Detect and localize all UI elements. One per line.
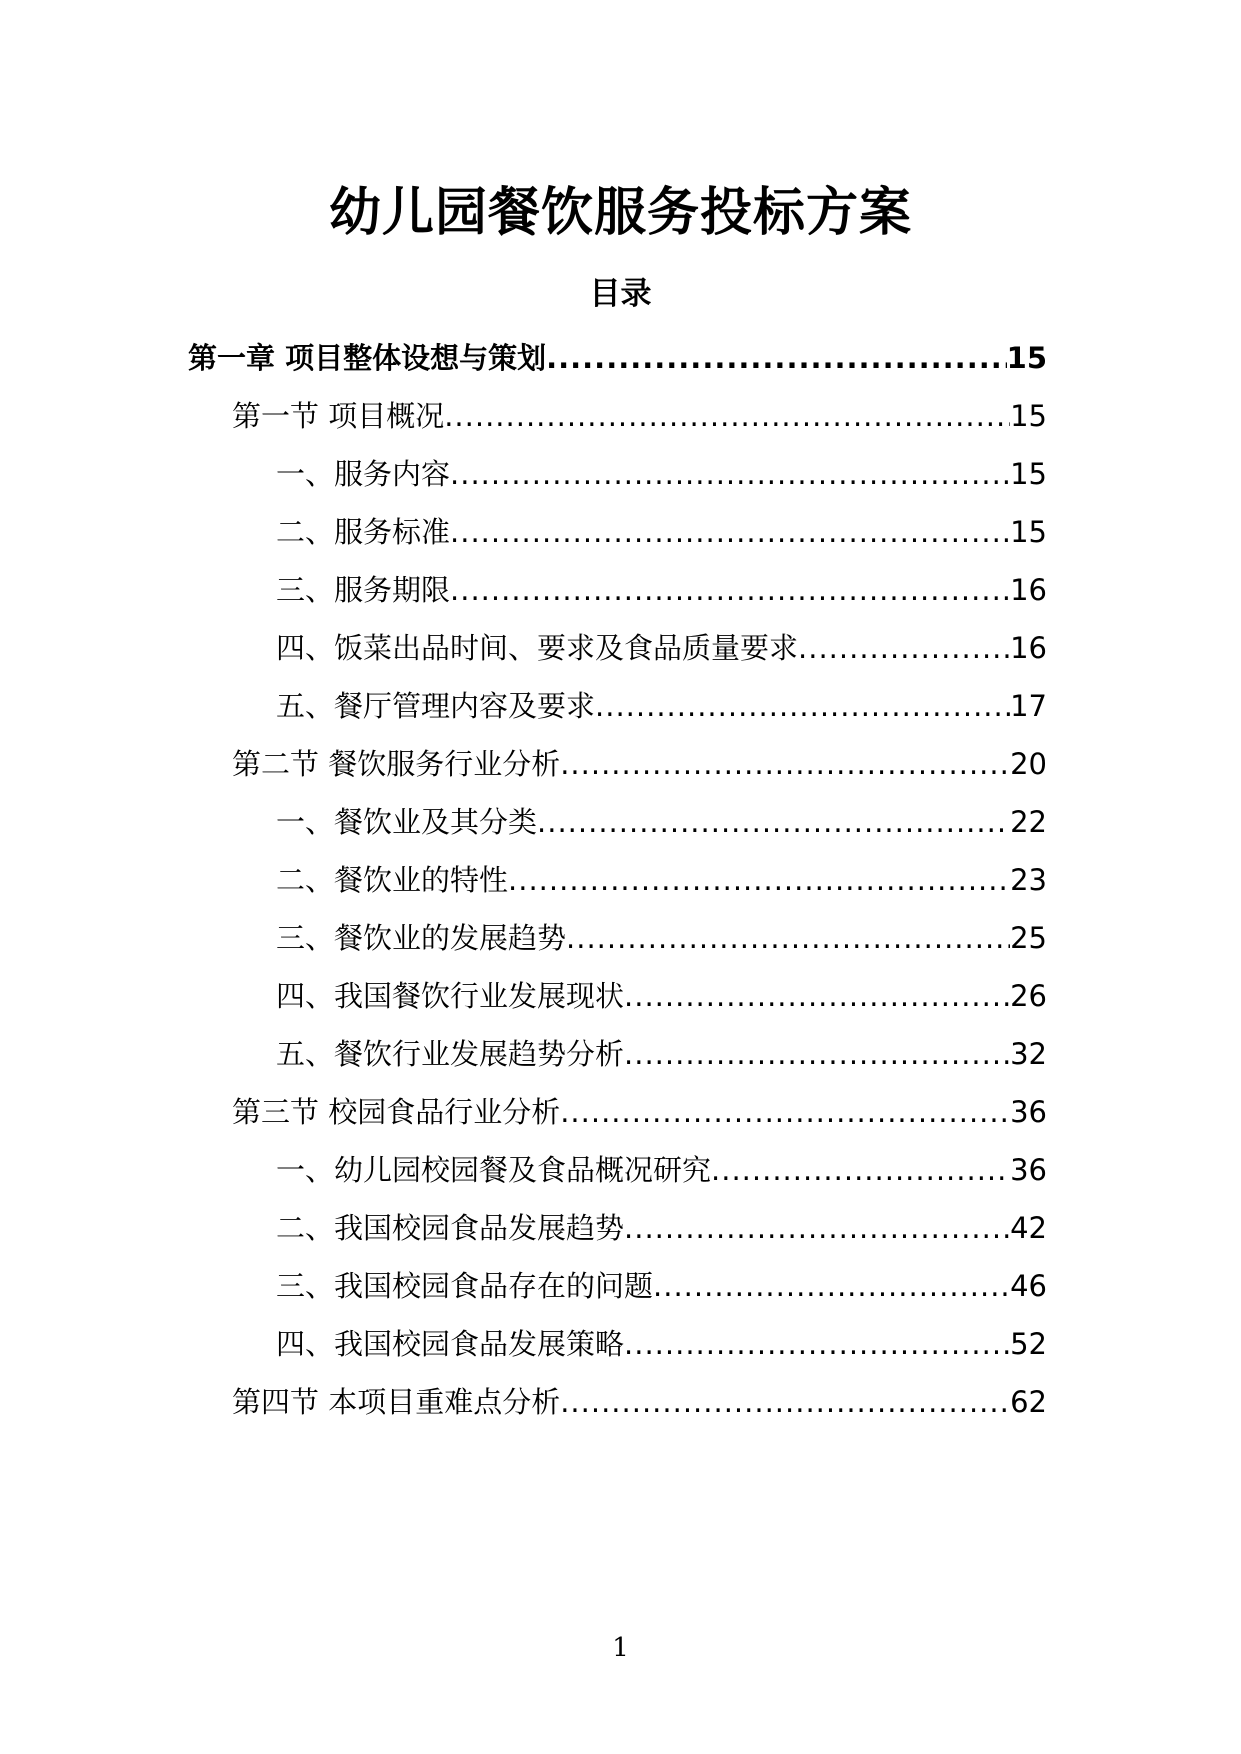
toc-entry-label: 一、幼儿园校园餐及食品概况研究 [276,1153,712,1187]
toc-entry-label: 二、我国校园食品发展趋势 [276,1211,625,1245]
page-number: 1 [612,1633,629,1663]
toc-entry[interactable] [232,394,1047,438]
toc-entry-page: 23 [1010,863,1047,897]
toc-entry[interactable] [276,1206,1047,1250]
document-title: 幼儿园餐饮服务投标方案 [328,183,912,243]
toc-entry[interactable] [276,974,1047,1018]
toc-entry[interactable] [276,858,1047,902]
toc-leader-dots [624,974,1010,1018]
toc-entry[interactable] [276,1322,1047,1366]
toc-entry-label: 第一章 项目整体设想与策划 [188,341,547,375]
toc-entry[interactable] [276,626,1047,670]
toc-entry-label: 一、服务内容 [276,457,451,491]
toc-entry-label: 二、服务标准 [276,515,451,549]
toc-entry-label: 五、餐饮行业发展趋势分析 [276,1037,625,1071]
toc-entry[interactable] [188,336,1047,380]
toc-leader-dots [560,1090,1010,1134]
toc-entry-label: 三、我国校园食品存在的问题 [276,1269,654,1303]
toc-entry-label: 四、饭菜出品时间、要求及食品质量要求 [276,631,799,665]
toc-entry[interactable] [232,1380,1047,1424]
toc-entry-label: 三、餐饮业的发展趋势 [276,921,567,955]
toc-entry-page: 15 [1010,515,1047,549]
toc-leader-dots [450,568,1010,612]
toc-entry-page: 36 [1010,1095,1047,1129]
toc-entry-page: 52 [1010,1327,1047,1361]
toc-entry-page: 36 [1010,1153,1047,1187]
toc-entry-page: 15 [1006,341,1047,375]
toc-entry[interactable] [276,800,1047,844]
toc-entry-page: 62 [1010,1385,1047,1419]
toc-entry-page: 16 [1010,631,1047,665]
toc-leader-dots [798,626,1010,670]
toc-entry[interactable] [276,684,1047,728]
toc-leader-dots [624,1206,1010,1250]
toc-entry-label: 四、我国餐饮行业发展现状 [276,979,625,1013]
toc-entry-page: 26 [1010,979,1047,1013]
toc-leader-dots [566,916,1010,960]
toc-entry-page: 16 [1010,573,1047,607]
toc-heading: 目录 [589,276,652,312]
toc-leader-dots [711,1148,1010,1192]
toc-leader-dots [560,1380,1010,1424]
toc-entry-page: 15 [1010,399,1047,433]
toc-entry[interactable] [276,916,1047,960]
toc-entry-label: 四、我国校园食品发展策略 [276,1327,625,1361]
toc-entry-page: 25 [1010,921,1047,955]
toc-leader-dots [508,858,1010,902]
toc-leader-dots [450,452,1010,496]
toc-leader-dots [450,510,1010,554]
toc-entry-label: 三、服务期限 [276,573,451,607]
toc-entry-label: 一、餐饮业及其分类 [276,805,538,839]
toc-leader-dots [537,800,1010,844]
toc-entry-label: 五、餐厅管理内容及要求 [276,689,596,723]
toc-entry[interactable] [276,510,1047,554]
toc-entry-page: 22 [1010,805,1047,839]
toc-entry-page: 15 [1010,457,1047,491]
toc-leader-dots [444,394,1010,438]
toc-entry-page: 42 [1010,1211,1047,1245]
toc-entry[interactable] [276,1032,1047,1076]
toc-entry-label: 第一节 项目概况 [232,399,445,433]
toc-entry[interactable] [276,568,1047,612]
toc-entry-page: 17 [1010,689,1047,723]
toc-entry-page: 20 [1010,747,1047,781]
toc-entry-label: 第三节 校园食品行业分析 [232,1095,561,1129]
toc-entry-label: 第二节 餐饮服务行业分析 [232,747,561,781]
toc-entry-label: 第四节 本项目重难点分析 [232,1385,561,1419]
toc-leader-dots [560,742,1010,786]
toc-entry[interactable] [232,742,1047,786]
toc-entry-page: 32 [1010,1037,1047,1071]
toc-leader-dots [595,684,1010,728]
toc-entry-page: 46 [1010,1269,1047,1303]
toc-entry[interactable] [232,1090,1047,1134]
toc-entry-label: 二、餐饮业的特性 [276,863,509,897]
toc-leader-dots [624,1032,1010,1076]
toc-entry[interactable] [276,1264,1047,1308]
toc-leader-dots [546,336,1007,380]
toc-entry[interactable] [276,1148,1047,1192]
toc-leader-dots [653,1264,1010,1308]
toc-leader-dots [624,1322,1010,1366]
toc-entry[interactable] [276,452,1047,496]
